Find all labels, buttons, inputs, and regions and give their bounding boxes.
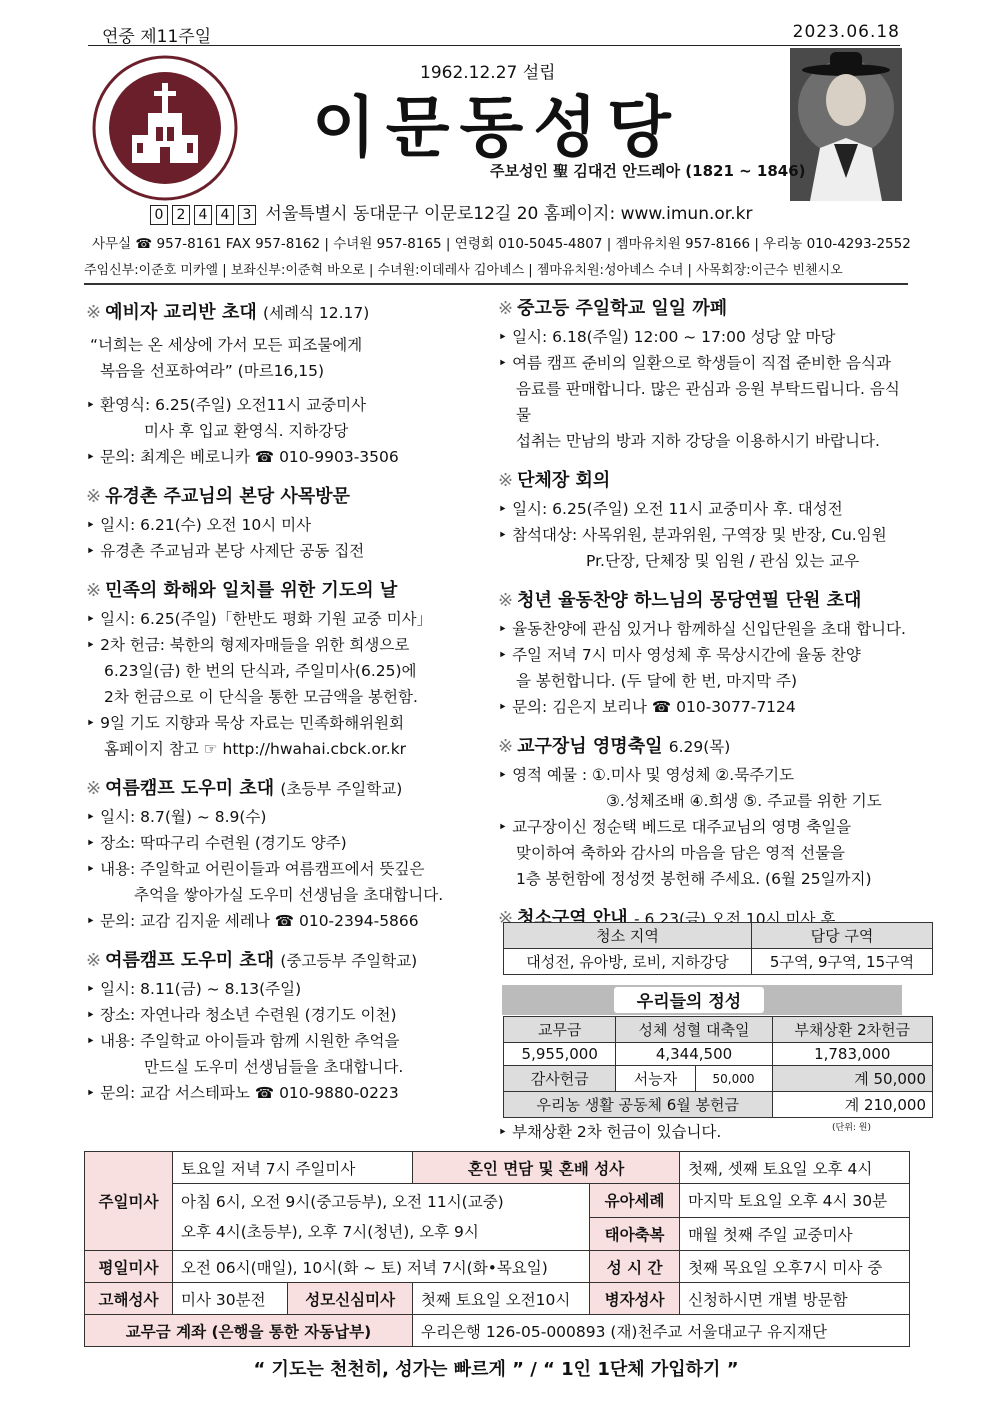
table-cell: 첫째 목요일 오후7시 미사 중 (680, 1251, 910, 1283)
row-label: 성모신심미사 (288, 1283, 413, 1315)
ornament-icon: ※ (86, 580, 102, 601)
list-item: ‣ 주일 저녁 7시 미사 영성체 후 묵상시간에 율동 찬양 (498, 642, 908, 668)
list-item: 을 봉헌합니다. (두 달에 한 번, 마지막 주) (516, 672, 798, 690)
section-heading: ※ 여름캠프 도우미 초대 (초등부 주일학교) (86, 778, 403, 799)
ornament-icon: ※ (498, 736, 514, 757)
list-item: ‣ 참석대상: 사목위원, 분과위원, 구역장 및 반장, Cu.임원 (498, 522, 908, 548)
list-item: ‣ 문의: 교감 김지윤 세레나 ☎ 010-2394-5866 (86, 908, 486, 934)
table-cell: 계 210,000 (772, 1092, 932, 1118)
list-item: ‣ 장소: 자연나라 청소년 수련원 (경기도 이천) (86, 1002, 486, 1028)
list-item: ‣ 환영식: 6.25(주일) 오전11시 교중미사 (86, 392, 486, 418)
section-heading: ※ 청소구역 안내 - 6.23(금) 오전 10시 미사 후 (498, 908, 836, 929)
ornament-icon: ※ (498, 590, 514, 611)
table-cell: 미사 30분전 (173, 1283, 288, 1315)
list-item: ‣ 문의: 최계은 베로니카 ☎ 010-9903-3506 (86, 444, 486, 470)
list-item: 2차 헌금으로 이 단식을 통한 모금액을 봉헌함. (104, 688, 418, 706)
address-line (150, 199, 752, 225)
postal-code (150, 204, 265, 224)
section-heading: ※ 민족의 화해와 일치를 위한 기도의 날 (86, 580, 398, 601)
table-cell: 마지막 토요일 오후 4시 30분 (680, 1184, 910, 1218)
founded-date: 1962.12.27 설립 (420, 63, 556, 83)
ornament-icon: ※ (498, 470, 514, 491)
section-heading: ※ 단체장 회의 (498, 470, 611, 491)
list-item: ‣ 내용: 주일학교 아이들과 함께 시원한 추억을 (86, 1028, 486, 1054)
section-heading: ※ 청년 율동찬양 하느님의 몽당연필 단원 초대 (498, 590, 862, 611)
list-item: 추억을 쌓아가실 도우미 선생님을 초대합니다. (134, 886, 444, 904)
list-item: ‣ 내용: 주일학교 어린이들과 여름캠프에서 뜻깊은 (86, 856, 486, 882)
sunday-mass-line: 오후 4시(초등부), 오후 7시(청년), 오후 9시 (181, 1223, 479, 1241)
list-item: ‣ 9일 기도 지향과 묵상 자료는 민족화해위원회 (86, 710, 486, 736)
table-cell: 첫째 토요일 오전10시 (413, 1283, 590, 1315)
section-heading: ※ 여름캠프 도우미 초대 (중고등부 주일학교) (86, 950, 418, 971)
row-label: 평일미사 (85, 1251, 173, 1283)
row-label: 교무금 계좌 (은행을 통한 자동납부) (85, 1315, 413, 1347)
list-item: 음료를 판매합니다. 많은 관심과 응원 부탁드립니다. 음식물 (516, 380, 900, 424)
row-label: 고해성사 (85, 1283, 173, 1315)
table-cell: 매월 첫째 주일 교중미사 (680, 1217, 910, 1251)
scripture-quote: “너희는 온 세상에 가서 모든 피조물에게 (90, 336, 363, 354)
list-item: ‣ 문의: 교감 서스테파노 ☎ 010-9880-0223 (86, 1080, 486, 1106)
sunday-mass-line: 아침 6시, 오전 9시(중고등부), 오전 11시(교중) (181, 1193, 504, 1211)
list-item: 맞이하여 축하와 감사의 마음을 담은 영적 선물을 (516, 844, 846, 862)
list-item: ‣ 교구장이신 정순택 베드로 대주교님의 영명 축일을 (498, 814, 908, 840)
table-cell: 신청하시면 개별 방문함 (680, 1283, 910, 1315)
table-cell (173, 1184, 590, 1251)
patron-saint-line: 주보성인 聖 김대건 안드레아 (1821 ~ 1846) (490, 162, 806, 180)
list-item: ‣ 일시: 8.11(금) ~ 8.13(주일) (86, 976, 486, 1002)
church-name-title: 이문동성당 (312, 89, 681, 166)
ornament-icon: ※ (86, 486, 102, 507)
section-heading: ※ 유경촌 주교님의 본당 사목방문 (86, 486, 350, 507)
footer-slogan: “ 기도는 천천히, 성가는 빠르게 ” / “ 1인 1단체 가입하기 ” (253, 1359, 739, 1380)
postal-digit: 2 (172, 205, 190, 225)
list-item: ‣ 유경촌 주교님과 본당 사제단 공동 집전 (86, 538, 486, 564)
ornament-icon: ※ (86, 302, 102, 323)
list-item: ‣ 일시: 6.25(주일)「한반도 평화 기원 교중 미사」 (86, 606, 486, 632)
postal-digit: 0 (150, 205, 168, 225)
table-cell: 5,955,000 (504, 1043, 616, 1066)
list-item: 미사 후 입교 환영식. 지하강당 (144, 422, 349, 440)
row-label: 병자성사 (590, 1283, 680, 1315)
list-item: ‣ 율동찬양에 관심 있거나 함께하실 신입단원을 초대 합니다. (498, 616, 908, 642)
staff-list: 주임신부:이준호 미카엘 | 보좌신부:이준혁 바오로 | 수녀원:이데레사 김아녜스 | 젬마유치원:성아녜스 수녀 | 사목회장:이근수 빈첸시오 (84, 263, 843, 278)
table-cell: 50,000 (695, 1066, 772, 1092)
church-seal-logo (92, 55, 238, 201)
top-bar (88, 22, 900, 46)
table-header: 성체 성혈 대축일 (616, 1017, 772, 1043)
ornament-icon: ※ (498, 298, 514, 319)
list-item: ‣ 일시: 6.18(주일) 12:00 ~ 17:00 성당 앞 마당 (498, 324, 908, 350)
row-label: 혼인 면담 및 혼배 성사 (413, 1152, 680, 1184)
unit-note: (단위: 원) (832, 1123, 871, 1133)
table-cell: 우리농 생활 공동체 6월 봉헌금 (504, 1092, 773, 1118)
list-item: 섭취는 만남의 방과 지하 강당을 이용하시기 바랍니다. (516, 432, 880, 450)
contact-numbers: 사무실 ☎ 957-8161 FAX 957-8162 | 수녀원 957-8165 | 연령회 010-5045-4807 | 젬마유치원 957-8166 | 우리농 010-4293-2552 (92, 236, 911, 252)
table-header: 청소 지역 (504, 923, 752, 949)
list-item: 6.23일(금) 한 번의 단식과, 주일미사(6.25)에 (104, 662, 417, 680)
list-item: ‣ 일시: 6.25(주일) 오전 11시 교중미사 후. 대성전 (498, 496, 908, 522)
postal-digit: 4 (216, 205, 234, 225)
table-cell: 4,344,500 (616, 1043, 772, 1066)
right-column (498, 282, 908, 934)
list-item: ‣ 영적 예물 : ①.미사 및 영성체 ②.묵주기도 (498, 762, 908, 788)
bulletin-date: 2023.06.18 (792, 22, 900, 42)
row-label: 주일미사 (85, 1152, 173, 1251)
table-cell: 오전 06시(매일), 10시(화 ~ 토) 저녁 7시(화•목요일) (173, 1251, 590, 1283)
table-header: 교무금 (504, 1017, 616, 1043)
list-item: ‣ 여름 캠프 준비의 일환으로 학생들이 직접 준비한 음식과 (498, 350, 908, 376)
patron-saint-portrait (790, 48, 902, 201)
offering-banner-label: 우리들의 정성 (614, 987, 764, 1013)
mass-schedule-table (84, 1151, 910, 1347)
list-item: ‣ 2차 헌금: 북한의 형제자매들을 위한 희생으로 (86, 632, 486, 658)
table-cell: 우리은행 126-05-000893 (재)천주교 서울대교구 유지재단 (413, 1315, 910, 1347)
ornament-icon: ※ (86, 778, 102, 799)
table-header: 담당 구역 (752, 923, 933, 949)
table-cell: 5구역, 9구역, 15구역 (752, 949, 933, 975)
offering-banner (502, 985, 902, 1015)
list-item: 1층 봉헌함에 정성껏 봉헌해 주세요. (6월 25일까지) (516, 870, 872, 888)
ornament-icon: ※ (498, 908, 514, 929)
table-cell: 대성전, 유아방, 로비, 지하강당 (504, 949, 752, 975)
table-cell: 토요일 저녁 7시 주일미사 (173, 1152, 413, 1184)
table-cell: 감사헌금 (504, 1066, 616, 1092)
section-heading: ※ 예비자 교리반 초대 (세례식 12.17) (86, 302, 370, 323)
offering-note: ‣ 부채상환 2차 헌금이 있습니다. (498, 1119, 721, 1145)
scripture-quote: 복음을 선포하여라” (마르16,15) (100, 362, 325, 380)
table-cell: 계 50,000 (772, 1066, 932, 1092)
postal-digit: 4 (194, 205, 212, 225)
table-cell: 1,783,000 (772, 1043, 932, 1066)
list-item: ‣ 일시: 6.21(수) 오전 10시 미사 (86, 512, 486, 538)
table-cell: 서능자 (616, 1066, 695, 1092)
table-cell: 첫째, 셋째 토요일 오후 4시 (680, 1152, 910, 1184)
offering-table (503, 1016, 933, 1118)
list-item: 만드실 도우미 선생님들을 초대합니다. (144, 1058, 404, 1076)
section-heading: ※ 교구장님 영명축일 6.29(목) (498, 736, 731, 757)
row-label: 태아축복 (590, 1217, 680, 1251)
list-item: ‣ 장소: 딱따구리 수련원 (경기도 양주) (86, 830, 486, 856)
list-item: ‣ 일시: 8.7(월) ~ 8.9(수) (86, 804, 486, 830)
section-heading: ※ 중고등 주일학교 일일 까페 (498, 298, 728, 319)
row-label: 성 시 간 (590, 1251, 680, 1283)
address-text: 서울특별시 동대문구 이문로12길 20 홈페이지: www.imun.or.kr (265, 204, 753, 224)
postal-digit: 3 (238, 205, 256, 225)
cleaning-table (503, 922, 933, 975)
row-label: 유아세례 (590, 1184, 680, 1218)
list-item: Pr.단장, 단체장 및 임원 / 관심 있는 교우 (586, 552, 860, 570)
list-item: ③.성체조배 ④.희생 ⑤. 주교를 위한 기도 (606, 792, 882, 810)
list-item: ‣ 문의: 김은지 보리나 ☎ 010-3077-7124 (498, 694, 908, 720)
table-header: 부채상환 2차헌금 (772, 1017, 932, 1043)
liturgical-week: 연중 제11주일 (102, 27, 212, 47)
list-item: 홈페이지 참고 ☞ http://hwahai.cbck.or.kr (104, 740, 407, 758)
left-column (86, 286, 486, 1106)
ornament-icon: ※ (86, 950, 102, 971)
